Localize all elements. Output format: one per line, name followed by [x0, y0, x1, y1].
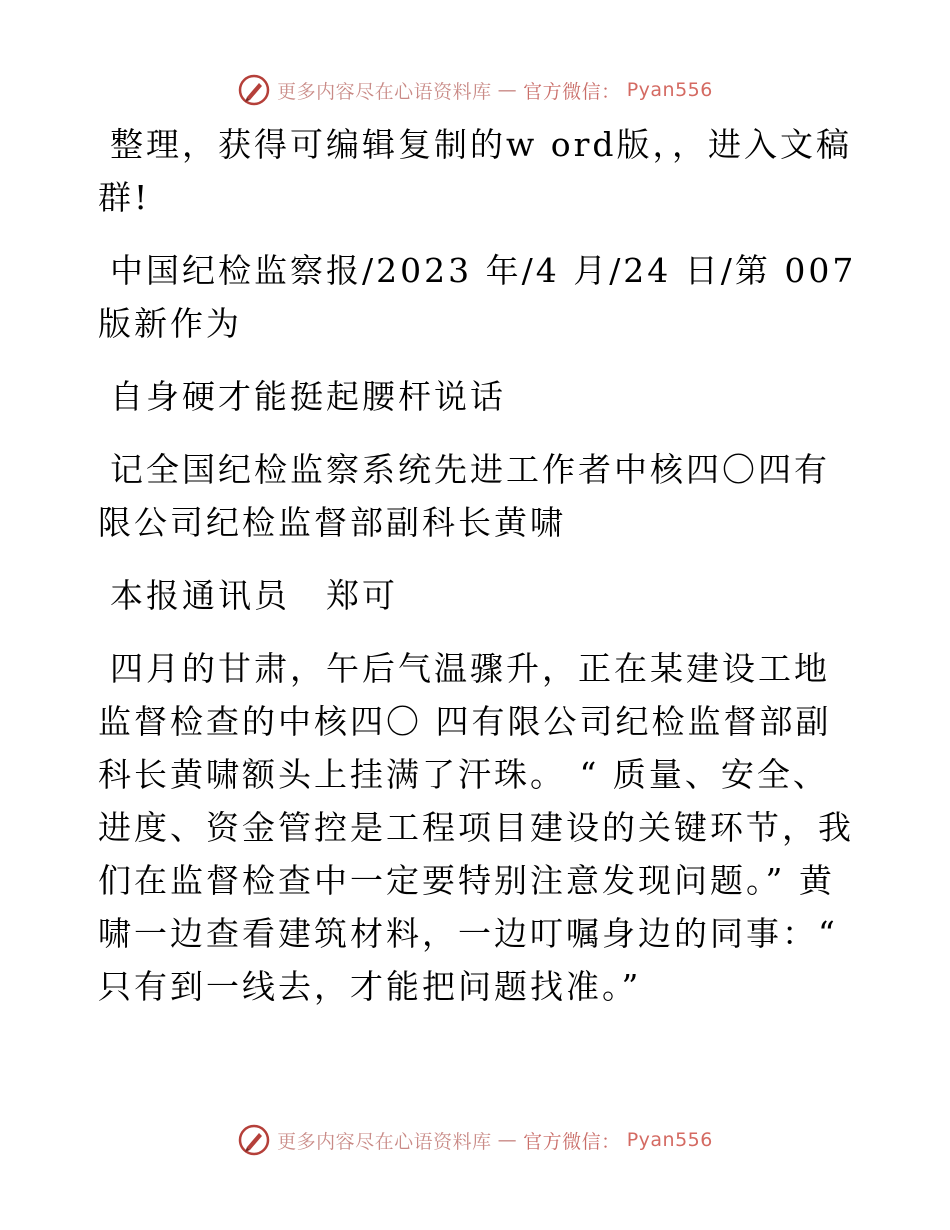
watermark-separator: —	[497, 79, 518, 101]
watermark-wechat-label: 官方微信：	[523, 80, 621, 103]
paragraph-intro: 整理，获得可编辑复制的w ord版，，进入文稿群!	[98, 125, 853, 217]
watermark-wechat-label: 官方微信：	[523, 1130, 621, 1153]
watermark-text: 更多内容尽在心语资料库	[277, 80, 492, 103]
pen-logo-icon	[237, 1123, 271, 1157]
watermark-wechat-id: Pyan556	[626, 79, 713, 101]
watermark-text: 更多内容尽在心语资料库	[277, 1130, 492, 1153]
paragraph-title: 自身硬才能挺起腰杆说话	[110, 377, 506, 416]
paragraph-byline: 本报通讯员 郑可	[110, 576, 398, 615]
paragraph-subtitle: 记全国纪检监察系统先进工作者中核四〇四有限公司纪检监督部副科长黄啸	[98, 450, 830, 542]
pen-logo-icon	[237, 73, 271, 107]
header-watermark	[0, 70, 950, 110]
watermark-separator: —	[497, 1129, 518, 1151]
paragraph-source: 中国纪检监察报/2023 年/4 月/24 日/第 007 版新作为	[98, 251, 857, 343]
document-body	[98, 118, 858, 1033]
paragraph-body: 四月的甘肃，午后气温骤升，正在某建设工地监督检查的中核四〇 四有限公司纪检监督部副科长黄啸额头上挂满了汗珠。 “ 质量、安全、进度、资金管控是工程项目建设的关键环节，我们在监督检查中一定要特别注意发现问题。” 黄啸一边查看建筑材料，一边叮嘱身边的同事：“ 只有到一线去，才能把问题找准。”	[98, 649, 854, 1006]
watermark-wechat-id: Pyan556	[626, 1129, 713, 1151]
footer-watermark	[0, 1120, 950, 1160]
